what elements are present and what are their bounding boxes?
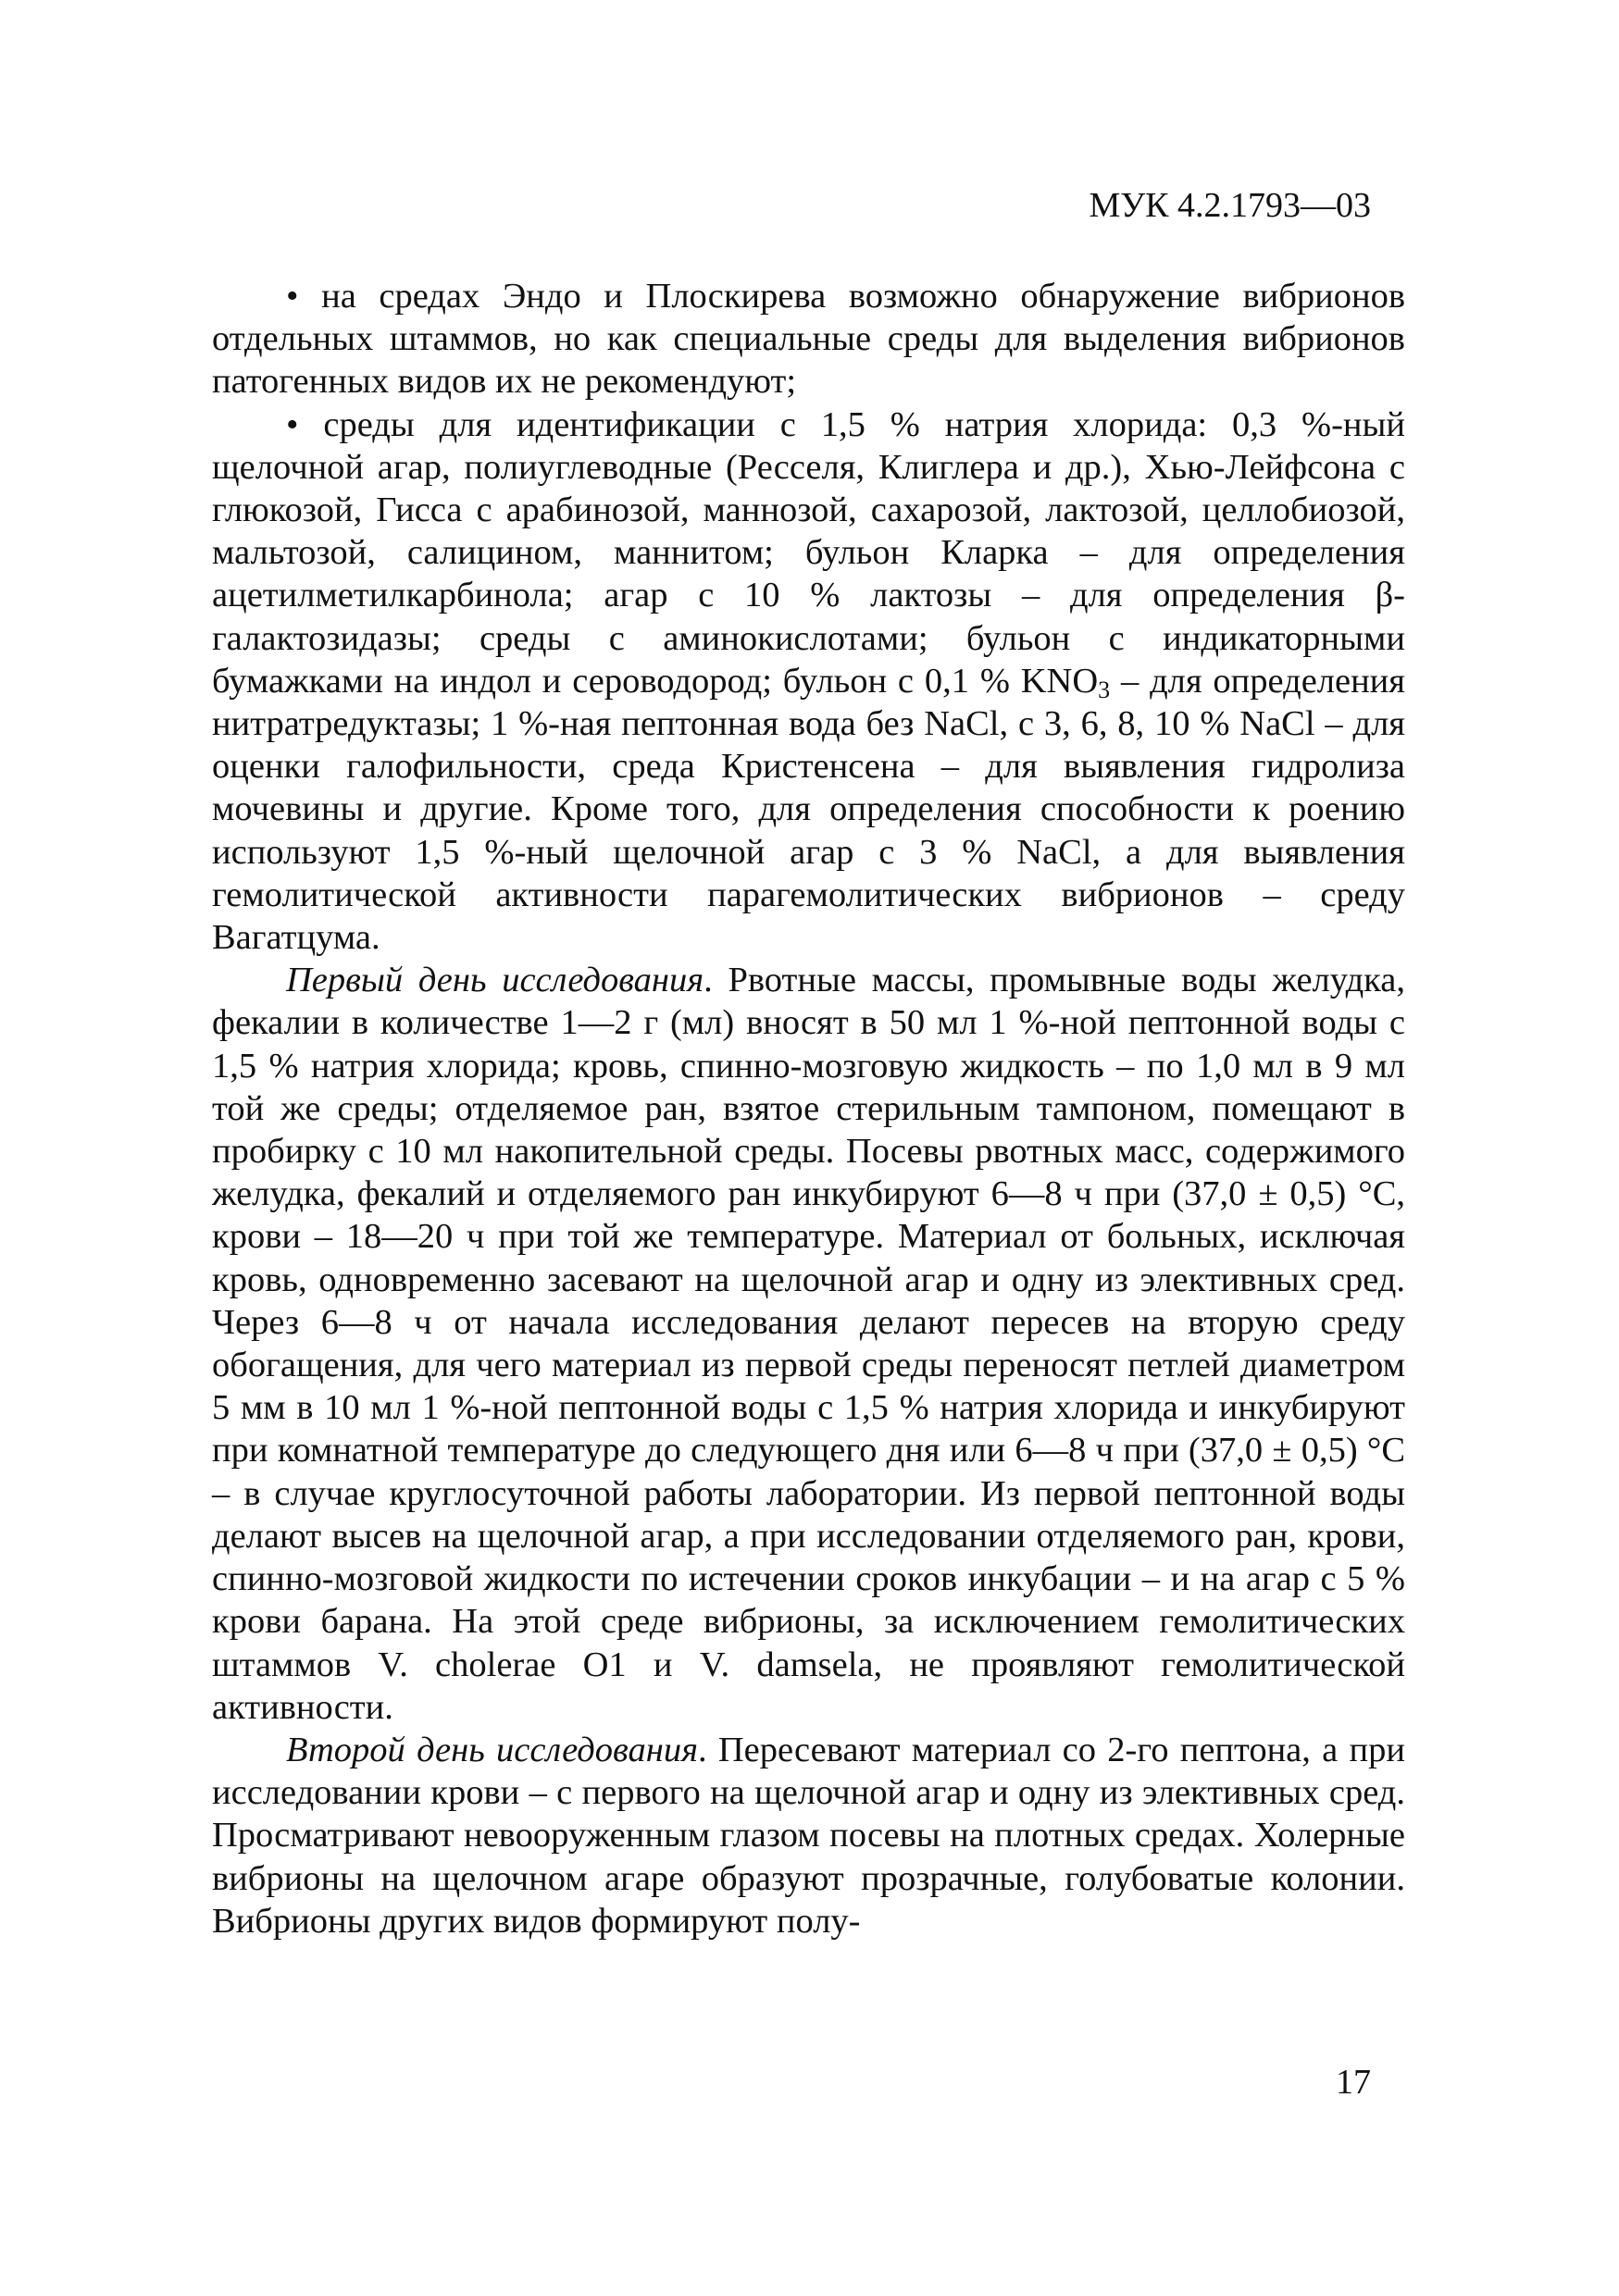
bullet-marker: • <box>286 277 299 316</box>
document-code-header: МУК 4.2.1793—03 <box>1089 186 1371 225</box>
paragraph-text: на средах Эндо и Плоскирева возможно обнаружение вибрионов отдельных штаммов, но как специальные среды для выделения вибрионов патогенных видов их не рекомендуют; <box>212 277 1405 402</box>
paragraph-second-day <box>212 1729 1405 1942</box>
page-number: 17 <box>1336 2063 1371 2102</box>
formula-subscript: 3 <box>1098 676 1111 703</box>
bullet-marker: • <box>286 404 299 444</box>
paragraph-text-continued: – для определения нитратредуктазы; 1 %-ная пептонная вода без NaCl, с 3, 6, 8, 10 % NaCl – для оценки галофильности, среда Кристенсена – для выявления гидролиза мочевины и другие. Кроме того, для определения способности к роению используют 1,5 %-ный щелочной агар с 3 % NaCl, а для выявления гемолитической активности парагемолитических вибрионов – среду Вагатцума. <box>212 661 1405 958</box>
paragraph-text: среды для идентификации с 1,5 % натрия хлорида: 0,3 %-ный щелочной агар, полиуглеводные (Ресселя, Клиглера и др.), Хью-Лейфсона с глюкозой, Гисса с арабинозой, маннозой, сахарозой, лактозой, целлобиозой, мальтозой, салицином, маннитом; бульон Кларка – для определения ацетилметилкарбинола; агар с 10 % лактозы – для определения β-галактозидазы; среды с аминокислотами; бульон с индикаторными бумажками на индол и сероводород; бульон с 0,1 % KNO <box>212 404 1405 701</box>
document-body <box>212 275 1405 1942</box>
paragraph-text: . Рвотные массы, промывные воды желудка, фекалии в количестве 1—2 г (мл) вносят в 50 мл 1 %-ной пептонной воды с 1,5 % натрия хлорида; кровь, спинно-мозговую жидкость – по 1,0 мл в 9 мл той же среды; отделяемое ран, взятое стерильным тампоном, помещают в пробирку с 10 мл накопительной среды. Посевы рвотных масс, содержимого желудка, фекалий и отделяемого ран инкубируют 6—8 ч при (37,0 ± 0,5) °С, крови – 18—20 ч при той же температуре. Материал от больных, исключая кровь, одновременно засевают на щелочной агар и одну из элективных сред. Через 6—8 ч от начала исследования делают пересев на вторую среду обогащения, для чего материал из первой среды переносят петлей диаметром 5 мм в 10 мл 1 %-ной пептонной воды с 1,5 % натрия хлорида и инкубируют при комнатной температуре до следующего дня или 6—8 ч при (37,0 ± 0,5) °С – в случае круглосуточной работы лаборатории. Из первой пептонной воды делают высев на щелочной агар, а при исследовании отделяемого ран, крови, спинно-мозговой жидкости по истечении сроков инкубации – и на агар с 5 % крови барана. На этой среде вибрионы, за исключением гемолитических штаммов V. cholerae O1 и V. damsela, не проявляют гемолитической активности. <box>212 961 1405 1727</box>
section-lead-first-day: Первый день исследования <box>286 961 704 1000</box>
paragraph-bullet-media-endo <box>212 275 1405 403</box>
paragraph-first-day <box>212 959 1405 1729</box>
paragraph-bullet-identification-media <box>212 403 1405 960</box>
paragraph-text: . Пересевают материал со 2-го пептона, а при исследовании крови – с первого на щелочной агар и одну из элективных сред. Просматривают невооруженным глазом посевы на плотных средах. Холерные вибрионы на щелочном агаре образуют прозрачные, голубоватые колонии. Вибрионы других видов формируют полу- <box>212 1730 1405 1941</box>
section-lead-second-day: Второй день исследования <box>286 1730 698 1769</box>
